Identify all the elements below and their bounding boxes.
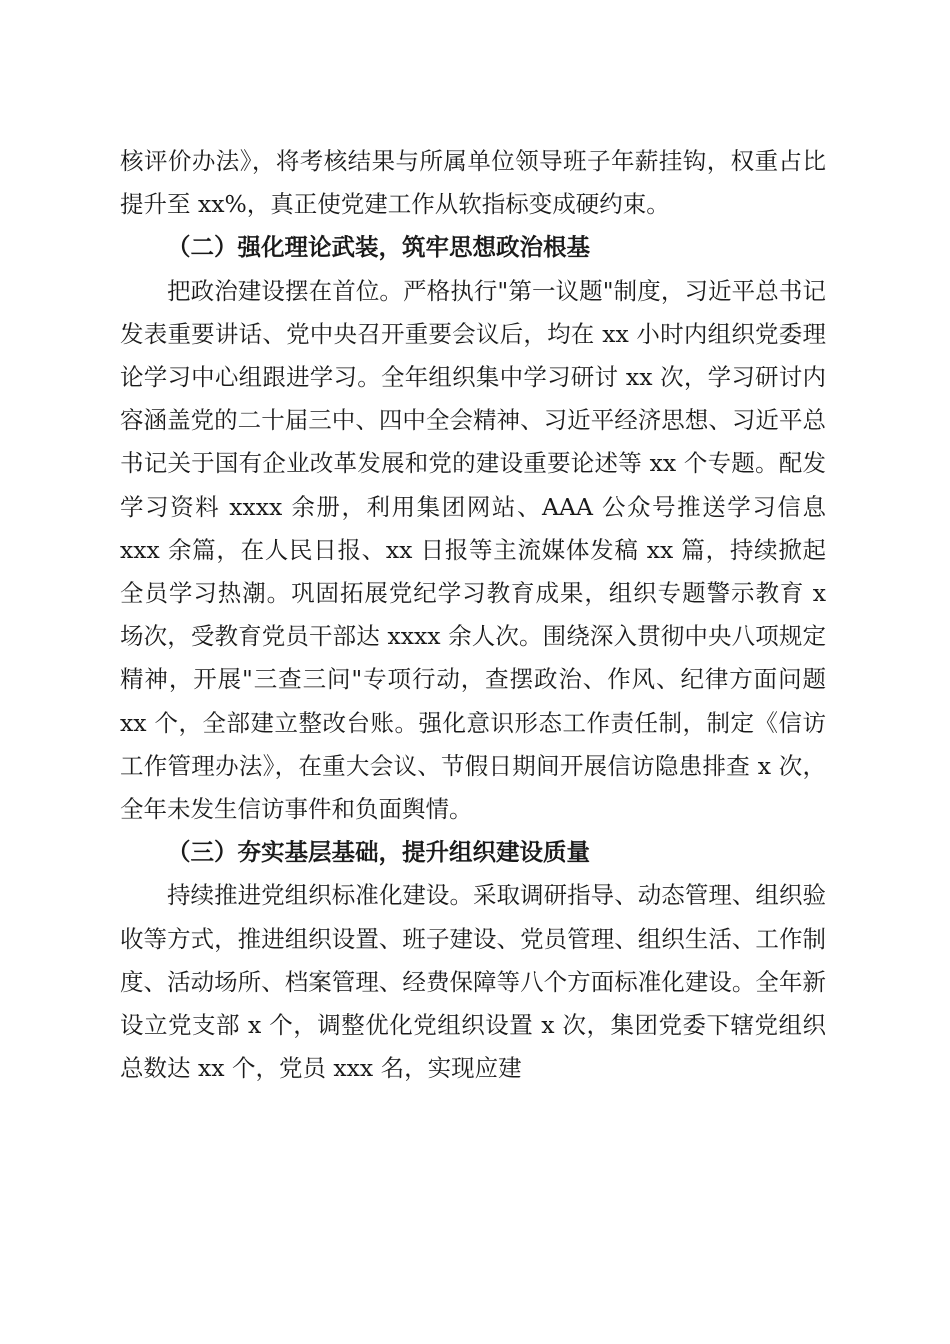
- section-2-paragraph: 把政治建设摆在首位。严格执行"第一议题"制度，习近平总书记发表重要讲话、党中央召开重要会议后，均在 xx 小时内组织党委理论学习中心组跟进学习。全年组织集中学习研讨 xx 次，学习研讨内容涵盖党的二十届三中、四中全会精神、习近平经济思想、习近平总书记关于国有企业改革发展和党的建设重要论述等 xx 个专题。配发学习资料 xxxx 余册，利用集团网站、AAA 公众号推送学习信息 xxx 余篇，在人民日报、xx 日报等主流媒体发稿 xx 篇，持续掀起全员学习热潮。巩固拓展党纪学习教育成果，组织专题警示教育 x 场次，受教育党员干部达 xxxx 余人次。围绕深入贯彻中央八项规定精神，开展"三查三问"专项行动，查摆政治、作风、纪律方面问题 xx 个，全部建立整改台账。强化意识形态工作责任制，制定《信访工作管理办法》，在重大会议、节假日期间开展信访隐患排查 x 次，全年未发生信访事件和负面舆情。: [120, 276, 826, 824]
- continuation-paragraph: 核评价办法》，将考核结果与所属单位领导班子年薪挂钩，权重占比提升至 xx%，真正使党建工作从软指标变成硬约束。: [120, 147, 826, 219]
- section-3-paragraph: 持续推进党组织标准化建设。采取调研指导、动态管理、组织验收等方式，推进组织设置、班子建设、党员管理、组织生活、工作制度、活动场所、档案管理、经费保障等八个方面标准化建设。全年新设立党支部 x 个，调整优化党组织设置 x 次，集团党委下辖党组织总数达 xx 个，党员 xxx 名，实现应建: [120, 881, 826, 1083]
- section-2-heading: （二）强化理论武装，筑牢思想政治根基: [167, 233, 590, 262]
- document-body: [120, 140, 826, 1090]
- section-3-heading: （三）夯实基层基础，提升组织建设质量: [167, 838, 590, 867]
